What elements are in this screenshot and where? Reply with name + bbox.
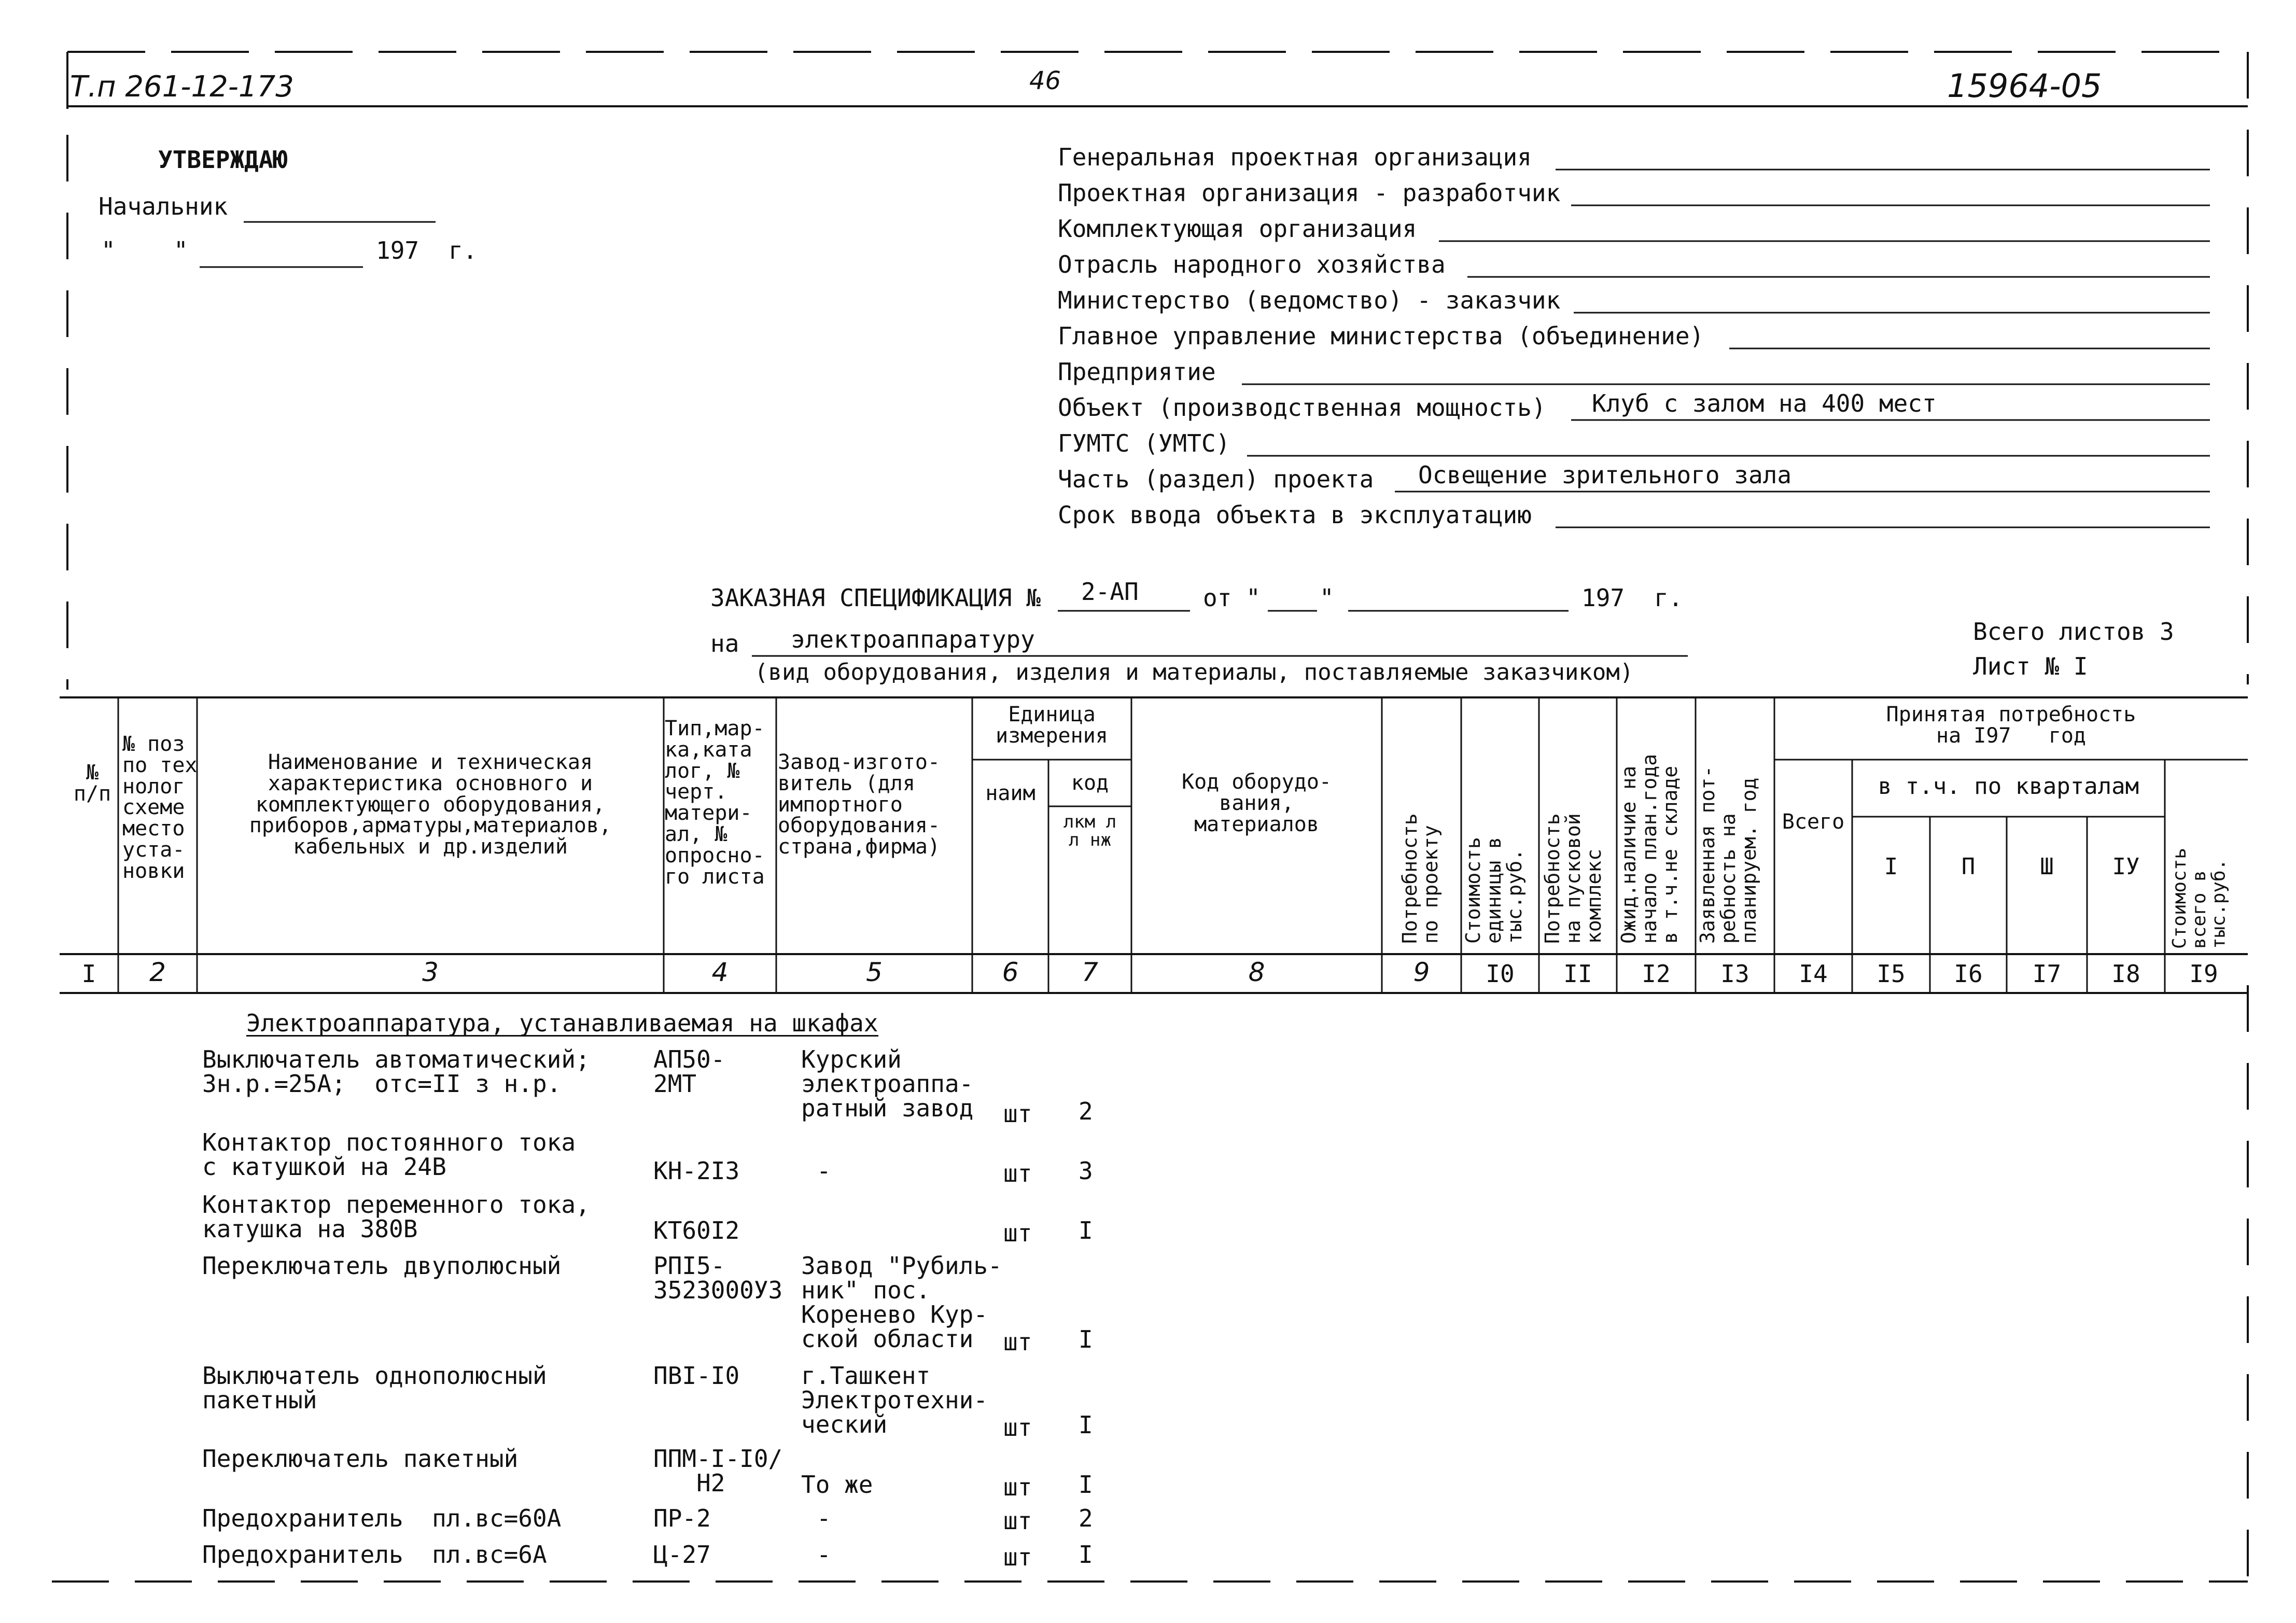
row-item-unit: шт [1003,1473,1032,1501]
row-item-type: ПР-2 [653,1504,711,1532]
date-quote-close: " [174,236,188,264]
header-quarter-2: П [1961,854,1976,880]
column-number: I9 [2189,960,2218,988]
row-item-unit: шт [1003,1543,1032,1571]
row-item-maker: - [817,1504,831,1532]
row-item-unit: шт [1003,1100,1032,1128]
row-item-name: Выключатель однополюсный пакетный [202,1362,547,1414]
header-col-7-bottom: лкм л л нж [1063,812,1117,850]
page-number: 46 [1029,66,1061,95]
org-field-section-label: Часть (раздел) проекта [1058,465,1374,493]
header-col-6: наим [985,781,1035,805]
spec-year-suffix: г. [1654,584,1683,612]
column-number: 5 [866,957,883,987]
approval-year: 197 [376,236,419,264]
column-number: I8 [2111,960,2140,988]
row-item-qty: 2 [1079,1504,1093,1532]
org-field-gumts-label: ГУМТС (УМТС) [1058,429,1230,457]
org-field-object-label: Объект (производственная мощность) [1058,394,1546,422]
column-number: 6 [1002,957,1019,987]
header-quarters-group: в т.ч. по кварталам [1878,773,2139,800]
header-col-19: Стоимость всего в тыс.руб. [2169,847,2230,949]
header-col-3: Наименование и техническая характеристика основного и комплектующего оборудования, приборов,арматуры,материалов, кабельных и др.изделий [249,750,612,859]
row-item-unit: шт [1003,1159,1032,1187]
header-col-8: Код оборудо- вания, материалов [1182,770,1332,836]
row-item-maker: Завод "Рубиль- ник" пос. Коренево Кур- ской области [801,1252,1002,1353]
org-field-industry-label: Отрасль народного хозяйства [1058,250,1446,278]
column-number: 4 [711,957,729,987]
row-item-name: Предохранитель пл.вс=6А [202,1541,547,1569]
header-col-12: Ожид.наличие на начало план.года в т.ч.не складе [1617,753,1682,944]
column-number: I2 [1642,960,1671,988]
spec-number: 2-АП [1081,578,1139,606]
row-item-unit: шт [1003,1328,1032,1356]
column-number: I7 [2032,960,2062,988]
row-item-qty: I [1079,1471,1093,1499]
header-accepted-group: Принятая потребность на I97 год [1886,703,2136,748]
org-field-designer-label: Проектная организация - разработчик [1058,179,1561,207]
column-number: I5 [1877,960,1906,988]
org-field-directorate-label: Главное управление министерства (объединение) [1058,322,1704,350]
org-field-deadline-label: Срок ввода объекта в эксплуатацию [1058,501,1532,529]
org-field-supplier-label: Комплектующая организация [1058,215,1417,243]
org-field-general-label: Генеральная проектная организация [1058,143,1532,171]
column-number: 2 [149,957,166,987]
header-col-11: Потребность на пусковой комплекс [1541,813,1605,944]
column-number: I4 [1799,960,1828,988]
row-item-type: ППМ-I-I0/ Н2 [653,1445,783,1497]
row-item-qty: I [1079,1216,1093,1244]
header-col-14: Всего [1782,810,1845,834]
total-sheets: Всего листов 3 [1973,618,2174,646]
header-col-13: Заявленная пот- ребность на планируем. год [1696,765,1760,944]
row-item-maker: - [817,1157,831,1185]
row-item-type: ПВI-I0 [653,1362,740,1390]
header-col-2: № поз по тех нолог схеме место уста- новки [122,732,198,883]
header-quarter-4: IУ [2112,854,2140,880]
sheet-number: Лист № I [1973,652,2088,680]
org-field-section-value: Освещение зрительного зала [1418,461,1792,489]
row-item-type: Ц-27 [653,1541,711,1569]
row-item-qty: 3 [1079,1157,1093,1185]
header-col-9: Потребность по проекту [1398,813,1442,944]
spec-from-label: от " [1203,584,1261,612]
row-item-type: КН-2I3 [653,1157,740,1185]
date-quote-open: " [101,236,116,264]
column-number: 7 [1082,957,1098,987]
row-item-type: КТ60I2 [653,1216,740,1244]
row-item-maker: Курский электроаппа- ратный завод [801,1045,974,1122]
spec-subject: электроаппаратуру [791,625,1035,653]
header-quarter-1: I [1884,854,1898,880]
approve-label: УТВЕРЖДАЮ [158,146,288,174]
section-title: Электроаппаратура, устанавливаемая на шкафах [246,1009,878,1037]
row-item-type: РПI5- 3523000У3 [653,1252,783,1304]
spec-year: 197 [1581,584,1625,612]
row-item-unit: шт [1003,1507,1032,1535]
spec-na-label: на [710,629,739,657]
row-item-name: Выключатель автоматический; Зн.р.=25А; отс=II з н.р. [202,1045,590,1098]
row-item-name: Переключатель двуполюсный [202,1252,562,1280]
column-number: I6 [1954,960,1983,988]
document-reference: Т.п 261-12-173 [70,70,294,104]
document-id: 15964-05 [1947,67,2102,105]
column-number: 3 [422,957,439,987]
header-col-10: Стоимость единицы в тыс.руб. [1462,837,1526,944]
row-item-name: Контактор постоянного тока с катушкой на 24В [202,1128,576,1181]
header-col-5: Завод-изгото- витель (для импортного оборудования- страна,фирма) [778,750,941,859]
header-unit-group: Единица измерения [996,703,1108,748]
row-item-qty: I [1079,1411,1093,1439]
org-field-enterprise-label: Предприятие [1058,358,1216,386]
spec-from-label-close: " [1320,584,1334,612]
row-item-unit: шт [1003,1414,1032,1442]
org-field-object-value: Клуб с залом на 400 мест [1592,389,1937,417]
approval-year-suffix: г. [449,236,478,264]
header-col-7-top: код [1071,771,1109,795]
header-col-1: № п/п [73,761,111,806]
column-number: I [81,960,96,988]
row-item-name: Переключатель пакетный [202,1445,519,1473]
column-number: 8 [1248,957,1265,987]
row-item-unit: шт [1003,1219,1032,1247]
header-col-4: Тип,мар- ка,ката лог, № черт. матери- ал, № опросно- го листа [665,717,765,889]
row-item-name: Предохранитель пл.вс=60А [202,1504,562,1532]
row-item-qty: 2 [1079,1097,1093,1125]
chief-label: Начальник [99,192,228,220]
row-item-maker: - [817,1541,831,1569]
org-field-ministry-label: Министерство (ведомство) - заказчик [1058,286,1561,314]
row-item-qty: I [1079,1325,1093,1353]
spec-title: ЗАКАЗНАЯ СПЕЦИФИКАЦИЯ № [710,584,1041,612]
row-item-name: Контактор переменного тока, катушка на 380В [202,1191,590,1243]
row-item-maker: г.Ташкент Электротехни- ческий [801,1362,988,1438]
row-item-type: АП50- 2МТ [653,1045,725,1098]
column-number: II [1563,960,1592,988]
header-quarter-3: Ш [2040,854,2054,880]
column-number: 9 [1413,957,1430,987]
column-number: I3 [1720,960,1749,988]
column-number: I0 [1486,960,1515,988]
spec-subject-caption: (вид оборудования, изделия и материалы, поставляемые заказчиком) [754,659,1634,685]
row-item-maker: То же [801,1471,873,1499]
row-item-qty: I [1079,1541,1093,1569]
